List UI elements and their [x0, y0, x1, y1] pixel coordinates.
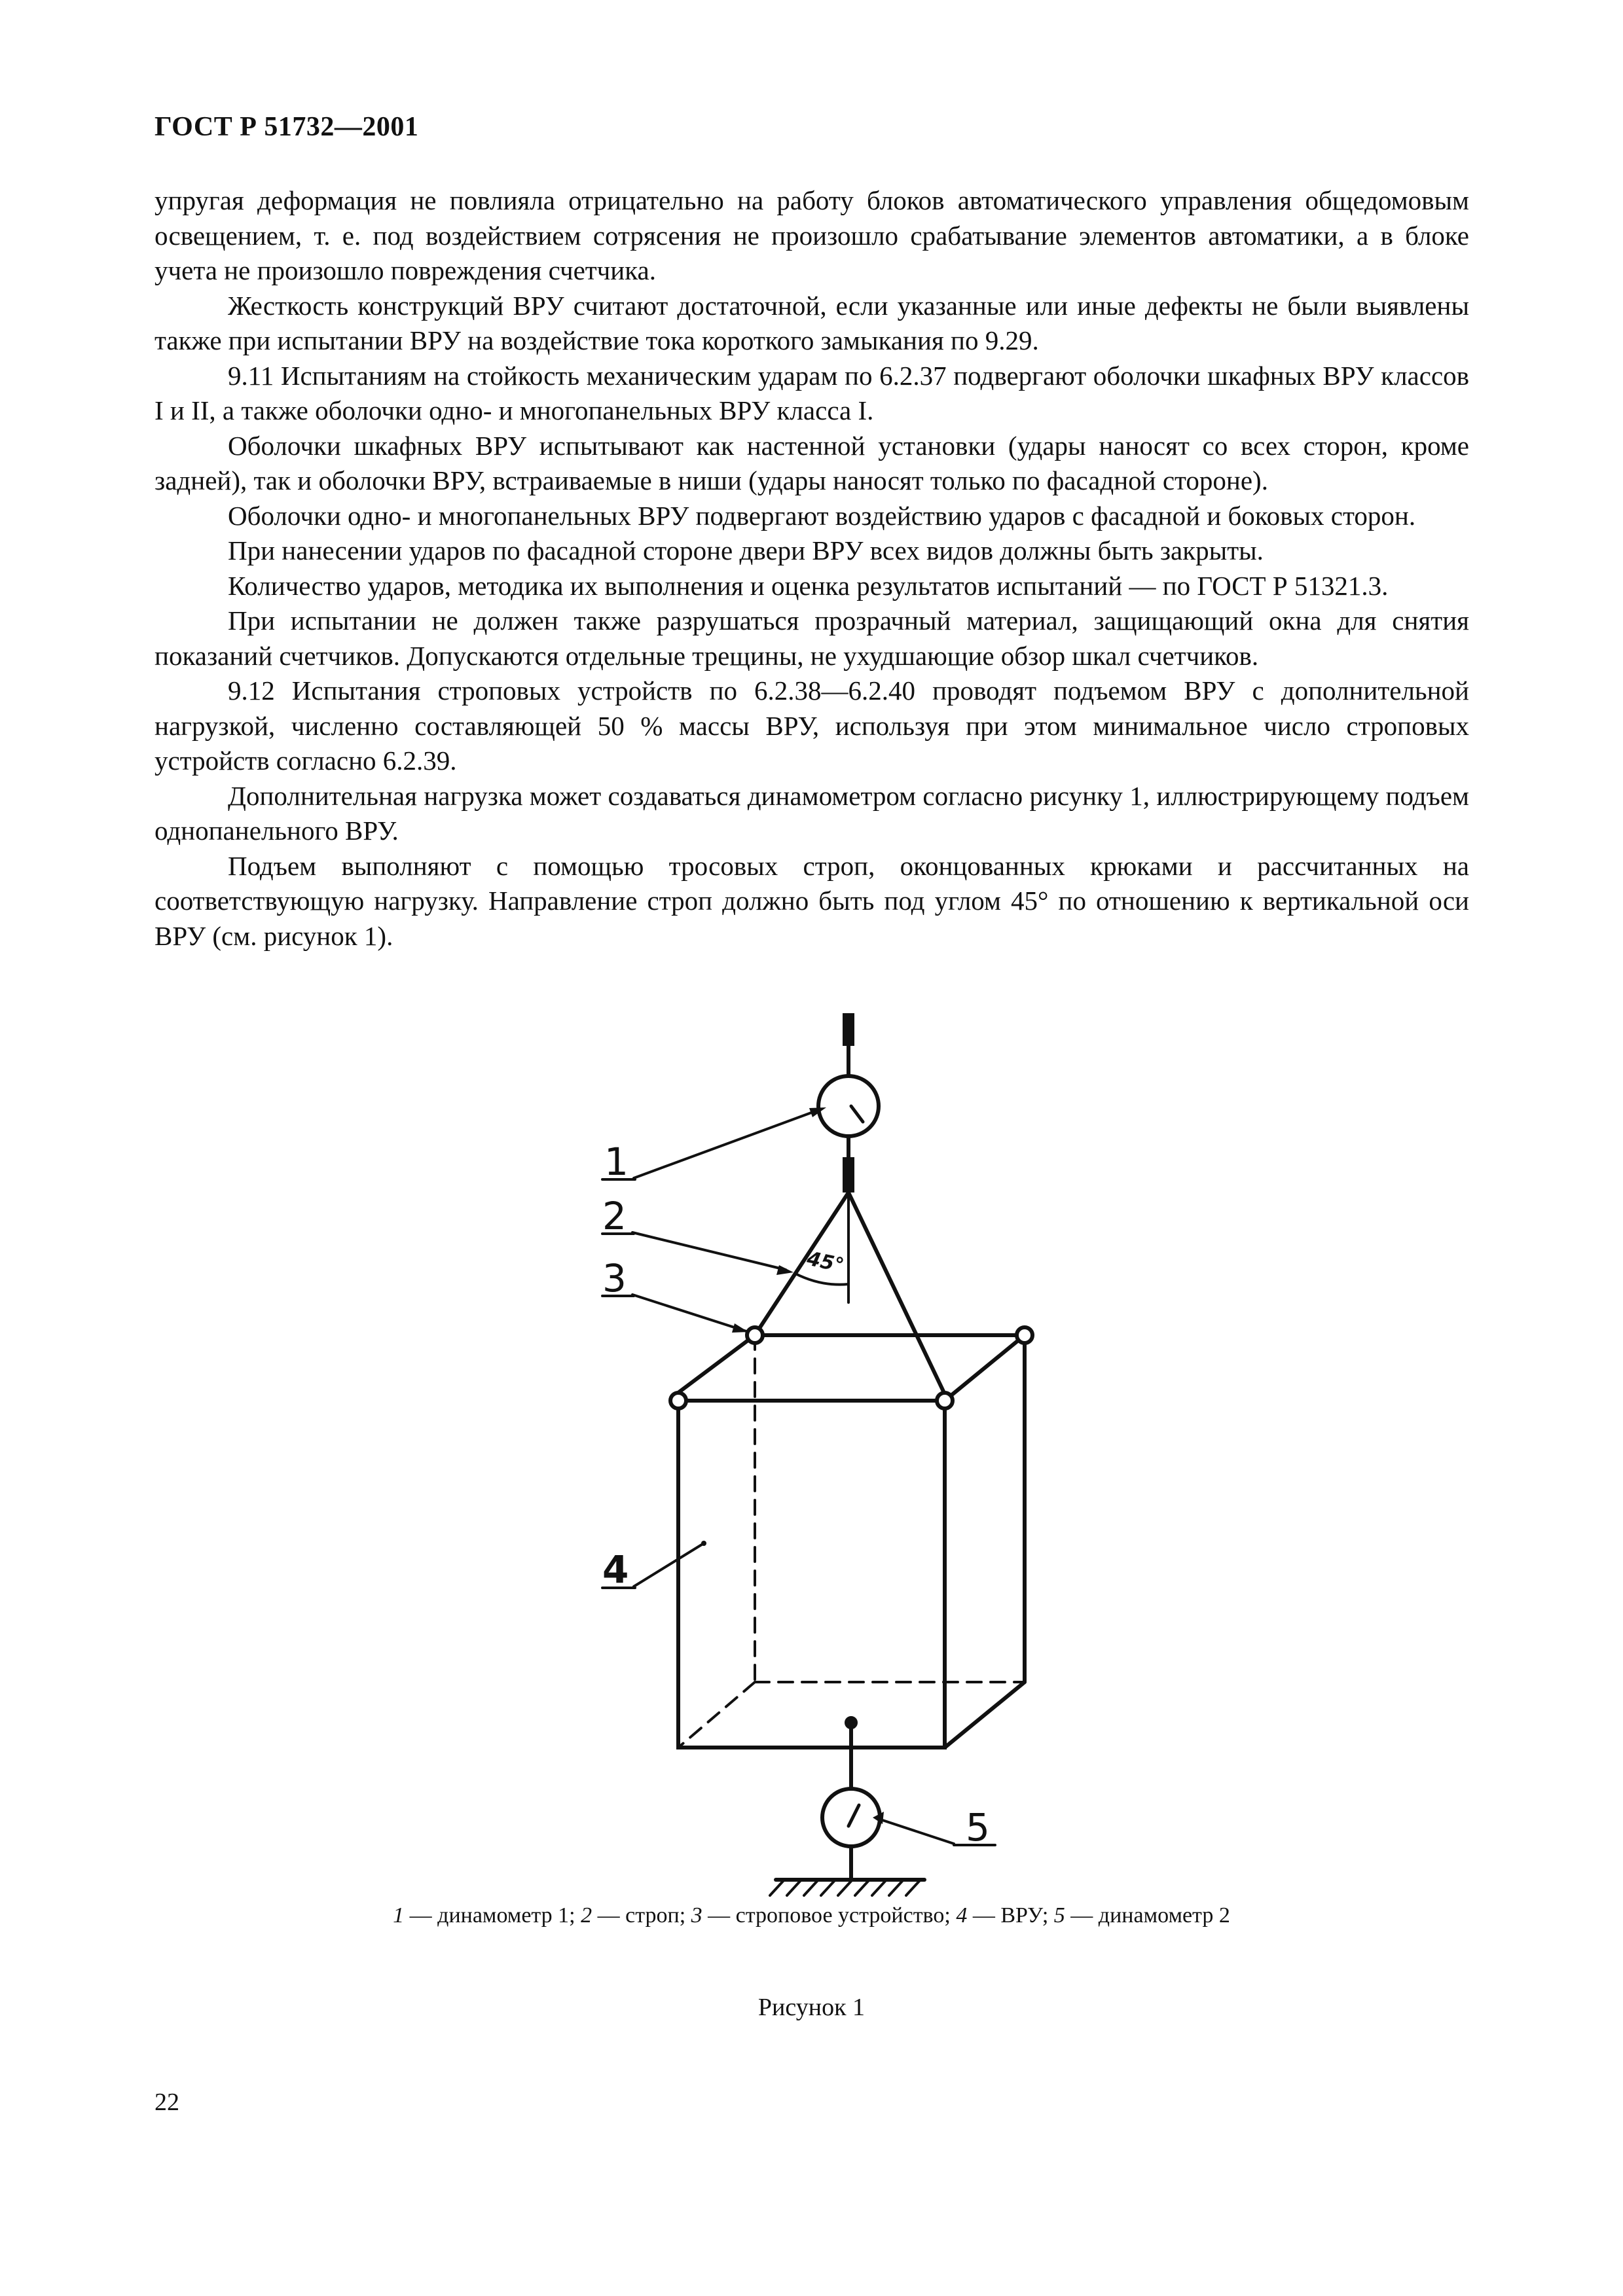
sling-left-lower [676, 1335, 755, 1394]
legend-num: 2 [581, 1903, 593, 1928]
paragraph: Жесткость конструкций ВРУ считают достаточной, если указанные или иные дефекты не были выявлены также при испытании ВРУ на воздействие тока короткого замыкания по 9.29. [155, 290, 1469, 355]
ground-hatch [770, 1880, 921, 1895]
angle-label: 45° [805, 1247, 847, 1278]
legend-num: 5 [1053, 1903, 1065, 1928]
label-4: 4 [602, 1547, 629, 1592]
dynamometer-1-needle [851, 1106, 863, 1122]
legend-text: — строповое устройство; [702, 1903, 957, 1928]
label-2: 2 [602, 1194, 627, 1238]
legend-text: — динамометр 1; [404, 1903, 581, 1928]
paragraph: упругая деформация не повлияла отрицательно на работу блоков автоматического управления общедомовым освещением, т. е. под воздействием сотрясения не произошло срабатывание элементов автоматики, а в блоке учета не произошло повреждения счетчика. [155, 185, 1469, 285]
figure-legend [0, 1903, 1623, 1928]
leader-3 [632, 1295, 746, 1331]
dynamometer-1 [818, 1076, 879, 1136]
leader-5 [881, 1820, 954, 1844]
sling-right [848, 1193, 945, 1394]
figure-title: Рисунок 1 [757, 1994, 866, 2021]
dynamometer-2-needle [848, 1805, 859, 1826]
paragraph: 9.11 Испытаниям на стойкость механическим ударам по 6.2.37 подвергают оболочки шкафных ВРУ классов I и II, а также оболочки одно- и многопанельных ВРУ класса I. [155, 360, 1469, 425]
label-1: 1 [604, 1139, 629, 1184]
paragraph: Подъем выполняют с помощью тросовых строп, оконцованных крюками и рассчитанных на соответствующую нагрузку. Направление строп должно быть под углом 45° по отношению к вертикальной оси ВРУ (см. рисунок 1). [155, 850, 1469, 951]
label-3: 3 [602, 1256, 627, 1300]
lifting-eye [1017, 1327, 1032, 1343]
leader-4 [634, 1543, 704, 1587]
lifting-eye [670, 1393, 686, 1408]
legend-text: — ВРУ; [967, 1903, 1054, 1928]
paragraph: Количество ударов, методика их выполнения и оценка результатов испытаний — по ГОСТ Р 51321.3. [228, 570, 1389, 601]
leader-1 [634, 1110, 818, 1178]
legend-num: 4 [956, 1903, 968, 1928]
lifting-eye [747, 1327, 763, 1343]
label-5: 5 [966, 1805, 990, 1850]
paragraph: При испытании не должен также разрушаться прозрачный материал, защищающий окна для снятия показаний счетчиков. Допускаются отдельные трещины, не ухудшающие обзор шкал счетчиков. [155, 605, 1469, 671]
document-header: ГОСТ Р 51732—2001 [155, 112, 419, 142]
legend-num: 3 [691, 1903, 702, 1928]
vru-front-face [678, 1401, 945, 1748]
legend-text: — динамометр 2 [1065, 1903, 1230, 1928]
lifting-eye [937, 1393, 953, 1408]
arrowhead-3 [732, 1323, 748, 1333]
arrowhead-2 [776, 1265, 793, 1275]
arrowhead-1 [809, 1107, 826, 1117]
paragraph: При нанесении ударов по фасадной стороне двери ВРУ всех видов должны быть закрыты. [228, 535, 1264, 565]
paragraph: Оболочки одно- и многопанельных ВРУ подвергают воздействию ударов с фасадной и боковых сторон. [228, 500, 1416, 531]
legend-num: 1 [393, 1903, 405, 1928]
paragraph: 9.12 Испытания строповых устройств по 6.2.38—6.2.40 проводят подъемом ВРУ с дополнительной нагрузкой, численно составляющей 50 % массы ВРУ, используя при этом минимальное число строповых устройств согласно 6.2.39. [155, 675, 1469, 776]
leader-2 [632, 1232, 786, 1270]
page-number: 22 [155, 2089, 179, 2116]
paragraph: Дополнительная нагрузка может создаваться динамометром согласно рисунку 1, иллюстрирующему подъем однопанельного ВРУ. [155, 780, 1469, 846]
legend-text: — строп; [592, 1903, 691, 1928]
paragraph: Оболочки шкафных ВРУ испытывают как настенной установки (удары наносят со всех сторон, кроме задней), так и оболочки ВРУ, встраиваемые в ниши (удары наносят только по фасадной стороне). [155, 430, 1469, 495]
